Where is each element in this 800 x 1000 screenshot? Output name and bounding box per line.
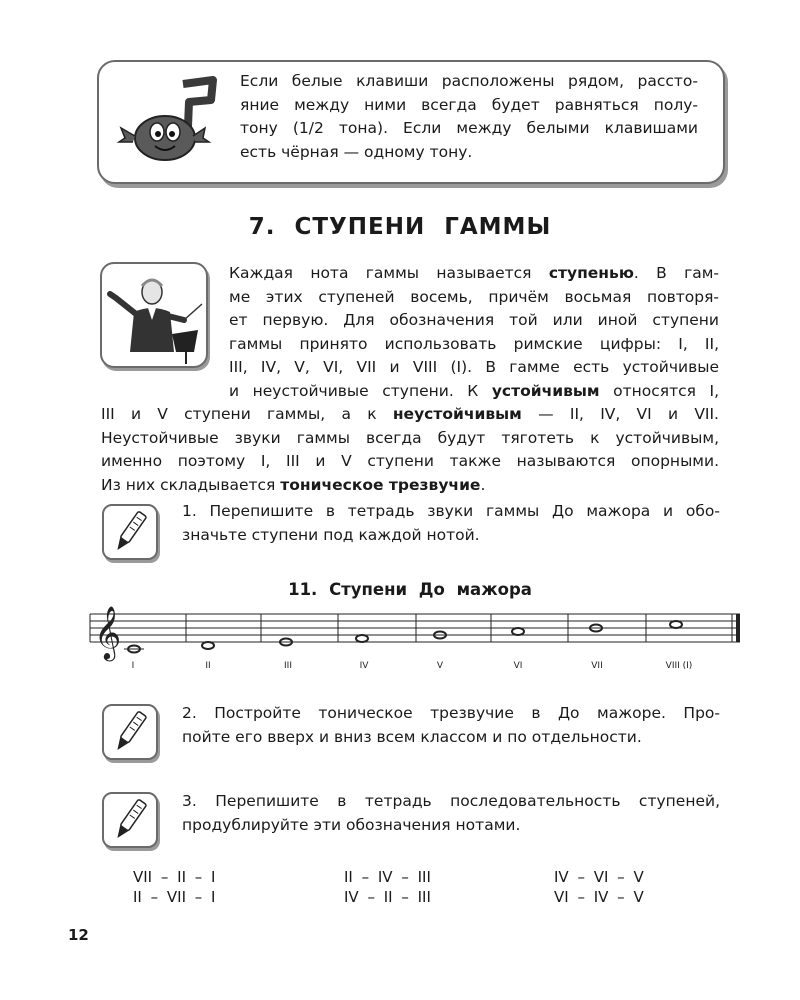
body-text: . [480,475,486,494]
body-line: Неустойчивые звуки гаммы всегда будут тяготеть к устойчивым, [101,428,719,447]
body-line: III, IV, V, VI, VII и VIII (I). В гамме есть устойчивые [229,358,719,376]
music-staff [88,604,748,674]
degree-label: II [205,661,211,671]
body-text: относятся I, [599,381,719,400]
body-line: ме этих ступеней восемь, причём восьмая повторя- [229,287,719,306]
sequence-item: IV – II – III [344,888,431,906]
task-line: 3. Перепишите в тетрадь последовательность ступеней, [182,792,720,810]
body-line: именно поэтому I, III и V ступени также называются опорными. [101,452,719,470]
degree-label: I [131,661,135,671]
term-unstable: неустойчивым [392,405,522,423]
task-3 [182,790,720,837]
body-text: и неустойчивые ступени. К [229,381,492,400]
task-2 [182,702,720,749]
term-tonic-triad: тоническое трезвучие [280,475,481,494]
sequence-item: II – IV – III [344,868,431,886]
sequence-item: II – VII – I [133,888,216,906]
body-paragraph-bottom [101,403,719,497]
pen-icon [104,506,156,558]
degree-label: VII [591,661,603,671]
task-line: значьте ступени под каждой нотой. [182,525,480,544]
sequence-column-2 [344,868,431,906]
body-text: . В гам- [633,264,719,282]
body-paragraph-top [229,262,719,403]
section-title: 7. СТУПЕНИ ГАММЫ [248,214,552,240]
sequence-column-3 [554,868,644,906]
degree-label: IV [359,661,369,671]
task-1 [182,500,720,547]
example-title: 11. Ступени До мажора [288,580,532,599]
body-text: III и V ступени гаммы, а к [101,405,393,423]
sequence-item: VI – IV – V [554,888,644,906]
sequence-item: IV – VI – V [554,868,644,886]
music-note-mascot-icon [115,72,225,172]
term-stable: устойчивым [491,381,600,400]
body-line: гаммы принято использовать римские цифры: I, II, [229,334,719,353]
body-text: Из них складывается [101,475,281,494]
pen-icon [104,794,156,846]
conductor-icon [102,264,206,366]
body-line: ет первую. Для обозначения той или иной ступени [229,311,719,329]
degree-label: VIII (I) [665,661,693,671]
sequence-column-1 [133,868,215,906]
task-line: пойте его вверх и вниз всем классом и по отдельности. [182,727,642,746]
term-stupen: ступенью [548,264,634,282]
tip-line: яние между ними всегда будет равняться полу- [240,95,698,114]
pen-icon-box [102,792,158,848]
task-line: 2. Постройте тоническое трезвучие в До мажоре. Про- [182,704,720,722]
tip-line: тону (1/2 тона). Если между белыми клавишами [240,119,698,137]
pen-icon [104,706,156,758]
degree-label: VI [513,661,523,671]
task-line: продублируйте эти обозначения нотами. [182,815,521,834]
treble-clef-icon: 𝄞 [94,605,122,659]
pen-icon-box [102,704,158,760]
body-text: — II, IV, VI и VII. [521,405,719,423]
tip-text [240,70,698,164]
degree-label: III [284,661,292,671]
conductor-icon-box [100,262,208,368]
pen-icon-box [102,504,158,560]
tip-line: есть чёрная — одному тону. [240,142,473,161]
task-line: 1. Перепишите в тетрадь звуки гаммы До мажора и обо- [182,502,720,520]
tip-line: Если белые клавиши расположены рядом, рассто- [240,72,698,90]
body-text: Каждая нота гаммы называется [229,264,549,282]
page-number: 12 [68,926,89,944]
degree-label: V [436,661,444,671]
sequence-item: VII – II – I [133,868,216,886]
